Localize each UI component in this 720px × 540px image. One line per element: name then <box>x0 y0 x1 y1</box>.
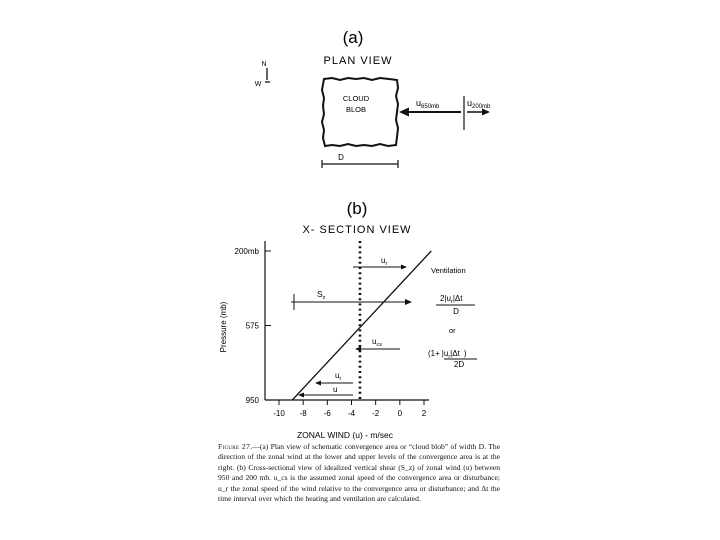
y-tick-label: 950 <box>245 396 259 405</box>
panel-a <box>255 28 491 168</box>
figure-caption-label: Figure 27. <box>218 442 253 451</box>
shear-profile-line <box>292 251 431 400</box>
width-dimension <box>322 160 398 168</box>
y-axis-label: Pressure (mb) <box>219 301 228 353</box>
svg-text:(1+|ur|Δt): ($1+ |u_r|\Delta t$ ) <box>428 349 467 360</box>
ventilation-formula-2 <box>428 349 477 369</box>
x-tick-label: -2 <box>372 409 380 418</box>
svg-text:2|ur|Δt: $2|u_r|\Delta t$ <box>440 294 463 305</box>
x-tick-label: -6 <box>323 409 331 418</box>
u-bottom-label: u <box>333 385 338 394</box>
shear-label: $S_z$ <box>317 289 326 301</box>
or-label: or <box>449 326 456 335</box>
x-tick-label: 2 <box>421 409 427 418</box>
panel-a-label: (a) <box>342 28 364 47</box>
panel-b-title: X- SECTION VIEW <box>302 224 412 236</box>
ucs-label: $u_{cs}$ <box>372 337 382 348</box>
blob-label-line2: BLOB <box>345 105 367 114</box>
north-label: N <box>261 61 267 68</box>
panel-b <box>219 199 477 440</box>
compass-icon <box>255 61 270 88</box>
ventilation-label: Ventilation <box>431 266 466 275</box>
width-label: D <box>338 153 344 162</box>
ur-top-label: $u_r$ <box>381 256 388 267</box>
x-tick-label: -4 <box>347 409 356 418</box>
blob-label-line1: CLOUD <box>342 94 370 103</box>
y-tick-label: 575 <box>245 321 259 331</box>
svg-text:2D: 2D <box>453 360 465 369</box>
u-bottom-arrow <box>298 393 353 398</box>
panel-b-label: (b) <box>346 199 368 218</box>
u-lower-label: $u_{650mb}$ <box>416 98 440 110</box>
x-ticks <box>273 400 427 418</box>
x-tick-label: 0 <box>397 409 403 418</box>
x-tick-label: -8 <box>299 409 307 418</box>
x-tick-label: -10 <box>273 409 285 418</box>
x-axis-label: ZONAL WIND (u) - m/sec <box>296 430 394 440</box>
panel-a-title: PLAN VIEW <box>323 55 393 67</box>
y-tick-label: 200mb <box>234 247 259 256</box>
ventilation-formula-1 <box>436 294 475 316</box>
shear-arrow <box>291 294 412 310</box>
west-label: W <box>254 81 262 88</box>
svg-text:D: D <box>453 307 459 316</box>
figure-caption <box>218 442 500 504</box>
ur-bottom-label: $u_r$ <box>335 371 342 382</box>
figure-caption-text: —(a) Plan view of schematic convergence area or “cloud blob” of width D. The direction of the zonal wind at the lower and upper levels of the convergence area is at the right. (b) Cross-sectional view of idealized vertical shear (S_z) of zonal wind (u) between 950 and 200 mb. u_cs is the assumed zonal speed of the convergence area or disturbance; u_r the zonal speed of the wind relative to the convergence area or disturbance; and Δt the time interval over which the heating and ventilation are calculated. <box>218 442 500 504</box>
u-upper-label: $u_{200mb}$ <box>467 98 491 110</box>
